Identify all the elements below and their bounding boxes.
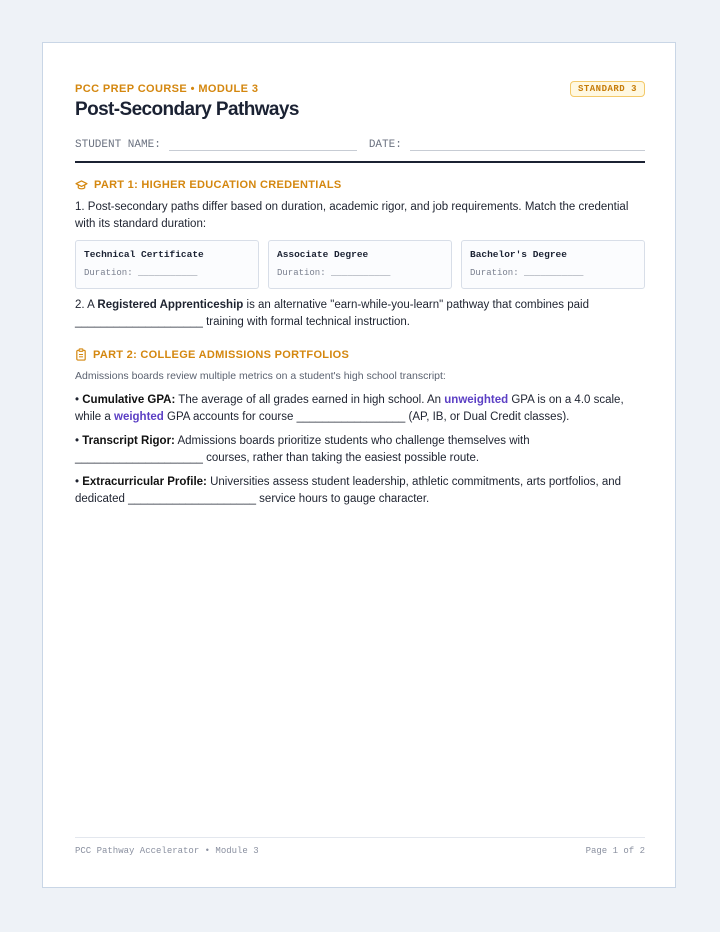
gpa-text: The average of all grades earned in high school. An — [175, 394, 445, 406]
weighted-term: weighted — [114, 411, 164, 423]
part1-heading — [75, 179, 645, 191]
credential-cards — [75, 240, 645, 289]
date-field[interactable] — [410, 136, 645, 151]
credential-card — [75, 240, 259, 289]
page-number: Page 1 of 2 — [585, 846, 645, 856]
credential-title: Associate Degree — [277, 249, 369, 260]
page-title: Post-Secondary Pathways — [75, 99, 299, 120]
credential-title: Bachelor's Degree — [470, 249, 567, 260]
credential-duration[interactable]: Duration: ___________ — [84, 268, 198, 278]
credential-duration[interactable]: Duration: ___________ — [470, 268, 584, 278]
part2-heading — [75, 348, 645, 361]
bullet-rigor: • Transcript Rigor: Admissions boards prioritize students who challenge themselves with ____________________ courses, rather than taking the easiest possible route. — [75, 435, 530, 464]
credential-duration[interactable]: Duration: ___________ — [277, 268, 391, 278]
gpa-label: Cumulative GPA: — [82, 394, 176, 406]
q2-suffix: is an alternative "earn-while-you-learn" pathway that combines paid ____________________ training with formal technical instruction. — [75, 299, 589, 328]
extra-label: Extracurricular Profile: — [82, 476, 207, 488]
student-name-label: STUDENT NAME: — [75, 139, 161, 151]
rigor-label: Transcript Rigor: — [82, 435, 175, 447]
part2-heading-text: PART 2: COLLEGE ADMISSIONS PORTFOLIOS — [93, 348, 350, 361]
credential-card — [268, 240, 452, 289]
gpa-text: GPA is on a 4.0 scale, while a — [75, 394, 624, 423]
credential-title: Technical Certificate — [84, 249, 204, 260]
header-row — [75, 81, 645, 97]
student-info-row — [75, 136, 645, 151]
unweighted-term: unweighted — [444, 394, 509, 406]
question-2 — [75, 297, 645, 331]
worksheet-page — [42, 42, 676, 888]
part1-heading-text: PART 1: HIGHER EDUCATION CREDENTIALS — [94, 179, 342, 191]
footer-left: PCC Pathway Accelerator • Module 3 — [75, 846, 259, 856]
bullet-extracurricular: • Extracurricular Profile: Universities assess student leadership, athletic commitments, arts portfolios, and dedicated ____________________ service hours to gauge character. — [75, 476, 622, 505]
course-label: PCC PREP COURSE • MODULE 3 — [75, 83, 259, 95]
part2-intro: Admissions boards review multiple metrics on a student's high school transcript: — [75, 370, 446, 382]
clipboard-icon — [75, 348, 87, 361]
page-footer — [75, 837, 645, 856]
rigor-text: Admissions boards prioritize students who challenge themselves with ____________________ courses, rather than taking the easiest possible route. — [75, 435, 530, 464]
q2-prefix: 2. A — [75, 299, 98, 311]
gpa-text: GPA accounts for course _________________ (AP, IB, or Dual Credit classes). — [163, 411, 570, 423]
extra-text: Universities assess student leadership, athletic commitments, arts portfolios, and dedicated ____________________ service hours to gauge character. — [75, 476, 622, 505]
student-name-field[interactable] — [169, 136, 357, 151]
page-content — [75, 81, 645, 508]
credential-card — [461, 240, 645, 289]
bullet-gpa: • Cumulative GPA: The average of all grades earned in high school. An unweighted GPA is on a 4.0 scale, while a weighted GPA accounts for course _________________ (AP, IB, or Dual Credit classes). — [75, 394, 624, 423]
question-1: 1. Post-secondary paths differ based on duration, academic rigor, and job requirements. Match the credential with its standard duration: — [75, 201, 629, 230]
standard-badge: STANDARD 3 — [570, 81, 645, 97]
q2-bold: Registered Apprenticeship — [97, 299, 244, 311]
graduation-cap-icon — [75, 180, 88, 191]
date-label: DATE: — [368, 139, 402, 151]
header-divider — [75, 161, 645, 163]
